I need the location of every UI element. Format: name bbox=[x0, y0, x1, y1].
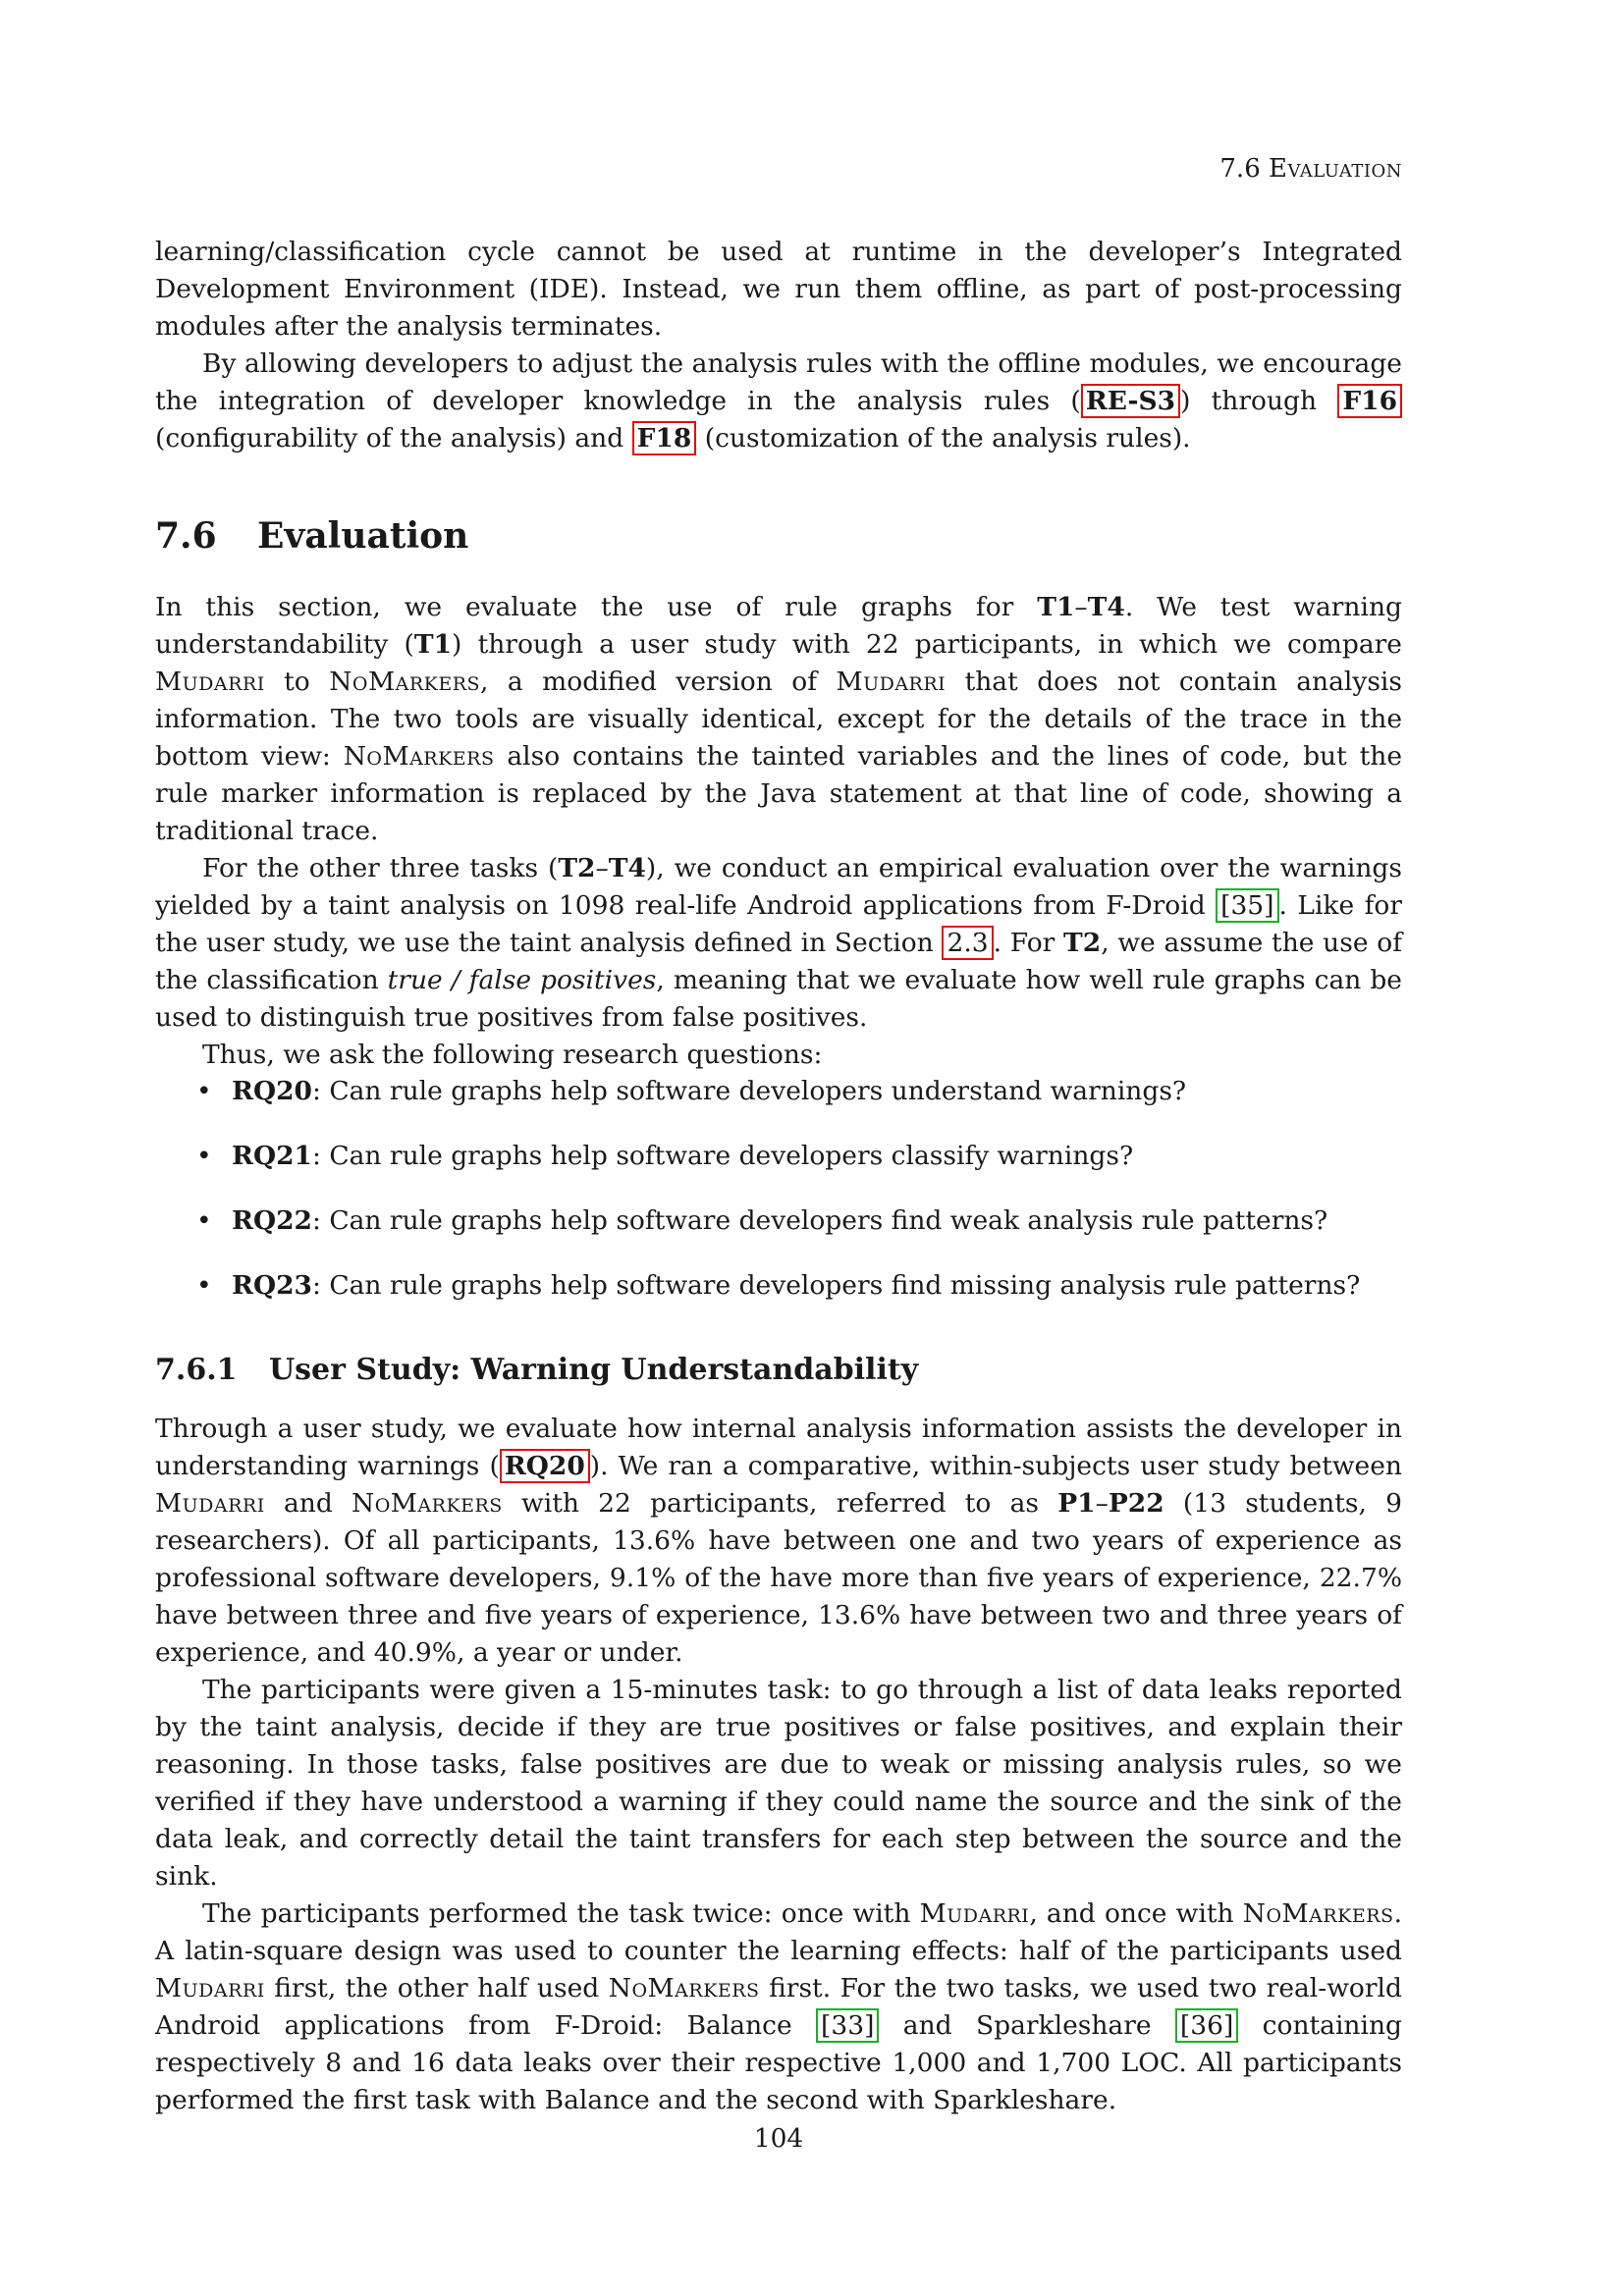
cite-35[interactable]: [35] bbox=[1216, 888, 1278, 923]
running-head: 7.6 Evaluation bbox=[1219, 154, 1402, 184]
ref-re-s3[interactable]: RE-S3 bbox=[1081, 384, 1180, 418]
subsection-paragraph-2: The participants were given a 15-minutes task: to go through a list of data leaks reported by the taint analysis, decide if they are true positives or false positives, and explain their reasoning. In those tasks, false positives are due to weak or missing analysis rules, so we verified if they have understood a warning if they could name the source and the sink of the data leak, and correctly detail the taint transfers for each step between the source and the sink. bbox=[155, 1675, 1402, 1892]
section-heading: 7.6 Evaluation bbox=[155, 515, 469, 557]
cite-36[interactable]: [36] bbox=[1175, 2008, 1238, 2043]
list-item: • RQ22: Can rule graphs help software developers find weak analysis rule patterns? bbox=[155, 1202, 1402, 1267]
subsection-paragraph-3: The participants performed the task twice: once with Mudarri, and once with NoMarkers. A latin-square design was used to counter the learning effects: half of the participants used Mudarri first, the other half used NoMarkers first. For the two tasks, we used two real-world Android applications from F-Droid: Balance [33] and Sparkleshare [36] containing respectively 8 and 16 data leaks over their respective 1,000 and 1,700 LOC. All participants performed the first task with Balance and the second with Sparkleshare. bbox=[155, 1898, 1403, 2115]
list-item: • RQ21: Can rule graphs help software developers classify warnings? bbox=[155, 1138, 1402, 1202]
ref-rq20[interactable]: RQ20 bbox=[500, 1449, 590, 1483]
ref-f16[interactable]: F16 bbox=[1337, 384, 1402, 418]
ref-f18[interactable]: F18 bbox=[632, 421, 697, 455]
subsection-body bbox=[155, 1411, 1402, 2119]
page-number: 104 bbox=[753, 2123, 804, 2154]
section-paragraph-2: For the other three tasks (T2–T4), we conduct an empirical evaluation over the warnings yielded by a taint analysis on 1098 real-life Android applications from F-Droid [35] . Like for the user study, we use the taint analysis defined in Section 2.3 . For T2, we assume the use of the classification true / false positives, meaning that we evaluate how well rule graphs can be used to distinguish true positives from false positives. bbox=[155, 853, 1403, 1033]
ref-section-2-3[interactable]: 2.3 bbox=[942, 926, 993, 960]
bullet-icon: • bbox=[196, 1076, 212, 1106]
research-questions-list bbox=[155, 1073, 1402, 1332]
bullet-icon: • bbox=[196, 1205, 212, 1236]
intro-paragraph-1: learning/classification cycle cannot be used at runtime in the developer’s Integrated Development Environment (IDE). Instead, we run them offline, as part of post-processing modules after the analysis terminates. bbox=[155, 237, 1402, 342]
bullet-icon: • bbox=[196, 1141, 212, 1171]
intro-block bbox=[155, 234, 1402, 457]
list-item: • RQ20: Can rule graphs help software developers understand warnings? bbox=[155, 1073, 1402, 1138]
section-paragraph-3: Thus, we ask the following research questions: bbox=[202, 1040, 823, 1070]
section-paragraph-1: In this section, we evaluate the use of rule graphs for T1–T4. We test warning understandability (T1) through a user study with 22 participants, in which we compare Mudarri to NoMarkers, a modified version of Mudarri that does not contain analysis information. The two tools are visually identical, except for the details of the trace in the bottom view: NoMarkers also contains the tainted variables and the lines of code, but the rule marker information is replaced by the Java statement at that line of code, showing a traditional trace. bbox=[155, 592, 1403, 846]
section-body bbox=[155, 589, 1402, 1074]
intro-paragraph-2: By allowing developers to adjust the analysis rules with the offline modules, we encourage the integration of developer knowledge in the analysis rules ( RE-S3 ) through F16 (configurability of the analysis) and F18 (customization of the analysis rules). bbox=[155, 348, 1402, 454]
bullet-icon: • bbox=[196, 1270, 212, 1301]
list-item: • RQ23: Can rule graphs help software developers find missing analysis rule patterns? bbox=[155, 1267, 1402, 1332]
running-head-title: Evaluation bbox=[1269, 154, 1402, 184]
cite-33[interactable]: [33] bbox=[816, 2008, 879, 2043]
subsection-heading: 7.6.1 User Study: Warning Understandability bbox=[155, 1353, 919, 1387]
subsection-paragraph-1: Through a user study, we evaluate how internal analysis information assists the developer in understanding warnings ( RQ20 ). We ran a comparative, within-subjects user study between Mudarri and NoMarkers with 22 participants, referred to as P1–P22 (13 students, 9 researchers). Of all participants, 13.6% have between one and two years of experience as professional software developers, 9.1% of the have more than five years of experience, 22.7% have between three and five years of experience, 13.6% have between two and three years of experience, and 40.9%, a year or under. bbox=[155, 1414, 1402, 1668]
